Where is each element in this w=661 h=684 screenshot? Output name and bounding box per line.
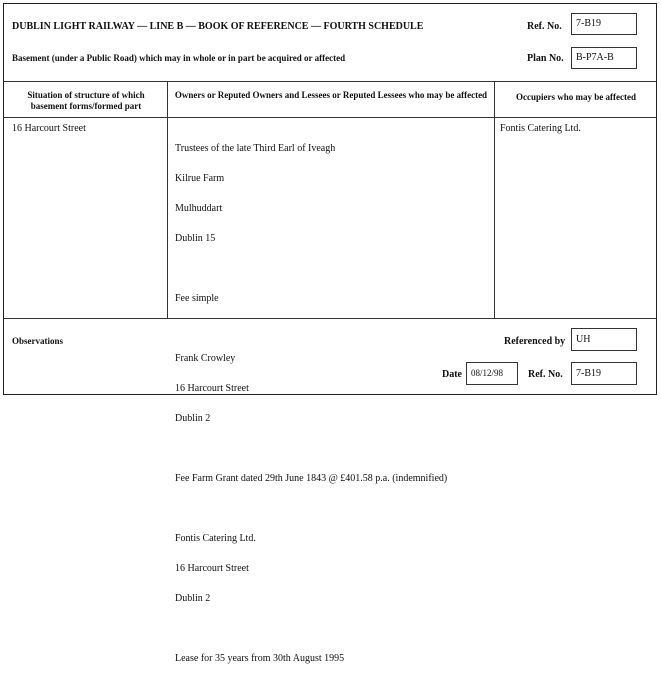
owner-line: Frank Crowley — [175, 353, 236, 364]
owner-line: Dublin 15 — [175, 233, 216, 244]
referenced-by-label: Referenced by — [504, 336, 566, 347]
owner-entry — [175, 124, 490, 264]
footer-ref-no-field[interactable]: 7-B19 — [571, 362, 637, 385]
owner-entry — [175, 634, 490, 684]
owner-entry — [175, 274, 490, 324]
column-divider-1 — [167, 81, 168, 318]
occupiers-cell: Fontis Catering Ltd. — [500, 123, 581, 134]
document-subtitle: Basement (under a Public Road) which may in whole or in part be acquired or affected — [12, 53, 346, 63]
ref-no-field[interactable]: 7-B19 — [571, 13, 637, 35]
owner-line: 16 Harcourt Street — [175, 563, 249, 574]
date-label: Date — [442, 369, 462, 380]
owner-entry — [175, 454, 490, 504]
owner-line: Trustees of the late Third Earl of Iveagh — [175, 143, 336, 154]
column-header-situation: Situation of structure of which basement forms/formed part — [27, 90, 145, 111]
column-header-owners: Owners or Reputed Owners and Lessees or Reputed Lessees who may be affected — [174, 90, 488, 100]
owner-entry — [175, 514, 490, 624]
owner-line: Lease for 35 years from 30th August 1995 — [175, 653, 345, 664]
owner-line: Fee simple — [175, 293, 219, 304]
owner-line: Dublin 2 — [175, 593, 211, 604]
table-top-border — [3, 81, 657, 82]
ref-no-label: Ref. No. — [527, 21, 562, 32]
owners-cell — [175, 124, 490, 684]
owner-line: Mulhuddart — [175, 203, 223, 214]
owner-line: 16 Harcourt Street — [175, 383, 249, 394]
table-header-border — [3, 117, 657, 118]
plan-no-field[interactable]: B-P7A-B — [571, 47, 637, 69]
document-title: DUBLIN LIGHT RAILWAY — LINE B — BOOK OF REFERENCE — FOURTH SCHEDULE — [12, 21, 424, 32]
owner-line: Dublin 2 — [175, 413, 211, 424]
column-header-occupiers: Occupiers who may be affected — [516, 92, 636, 102]
observations-label: Observations — [12, 336, 64, 346]
owner-entry — [175, 334, 490, 444]
plan-no-label: Plan No. — [527, 53, 564, 64]
column-divider-2 — [494, 81, 495, 318]
footer-ref-no-label: Ref. No. — [528, 369, 563, 380]
owner-line: Kilrue Farm — [175, 173, 225, 184]
situation-cell: 16 Harcourt Street — [12, 123, 86, 134]
referenced-by-field[interactable]: UH — [571, 328, 637, 351]
owner-line: Fee Farm Grant dated 29th June 1843 @ £401.58 p.a. (indemnified) — [175, 473, 448, 484]
date-field[interactable]: 08/12/98 — [466, 362, 518, 385]
owner-line: Fontis Catering Ltd. — [175, 533, 256, 544]
